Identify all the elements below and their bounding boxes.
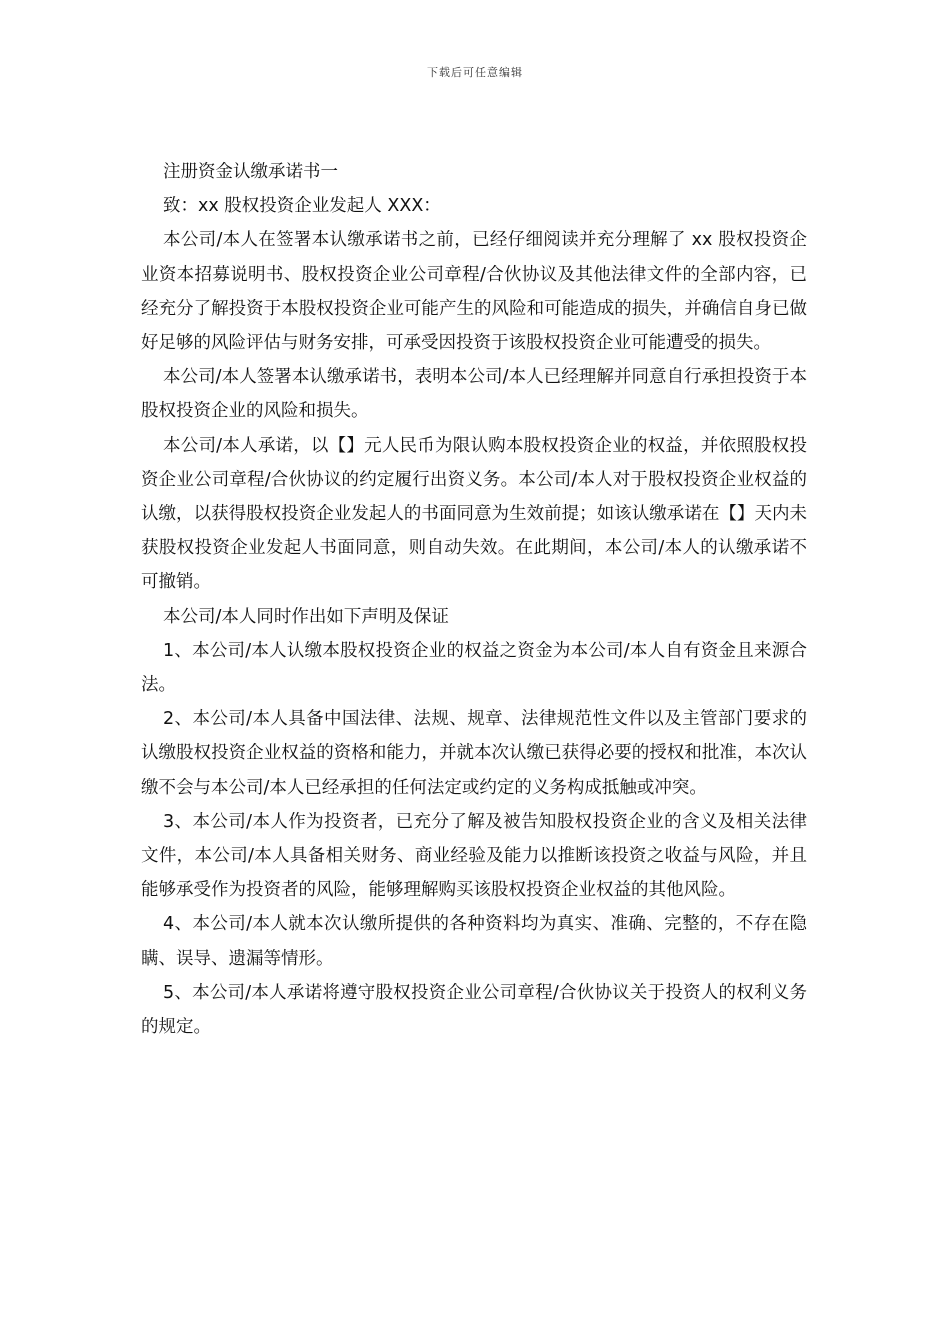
addressee-line: 致：xx 股权投资企业发起人 XXX： [163,196,441,217]
paragraph-risk-acceptance: 本公司/本人签署本认缴承诺书，表明本公司/本人已经理解并同意自行承担投资于本股权投资企业的风险和损失。 [141,367,807,422]
paragraph-declaration-heading: 本公司/本人同时作出如下声明及保证 [163,606,449,627]
declaration-item-1: 1、本公司/本人认缴本股权投资企业的权益之资金为本公司/本人自有资金且来源合法。 [141,640,807,696]
declaration-item-5: 5、本公司/本人承诺将遵守股权投资企业公司章程/合伙协议关于投资人的权利义务的规定。 [141,982,807,1038]
document-title: 注册资金认缴承诺书一 [163,162,338,182]
document-body [141,155,807,1044]
declaration-item-2: 2、本公司/本人具备中国法律、法规、规章、法律规范性文件以及主管部门要求的认缴股权投资企业权益的资格和能力，并就本次认缴已获得必要的授权和批准，本次认缴不会与本公司/本人已经承担的任何法定或约定的义务构成抵触或冲突。 [141,709,807,798]
page-header-note: 下载后可任意编辑 [427,66,523,79]
declaration-item-4: 4、本公司/本人就本次认缴所提供的各种资料均为真实、准确、完整的，不存在隐瞒、误导、遗漏等情形。 [141,914,807,969]
paragraph-subscription-commitment: 本公司/本人承诺，以【】元人民币为限认购本股权投资企业的权益，并依照股权投资企业公司章程/合伙协议的约定履行出资义务。本公司/本人对于股权投资企业权益的认缴，以获得股权投资企业发起人的书面同意为生效前提；如该认缴承诺在【】天内未获股权投资企业发起人书面同意，则自动失效。在此期间，本公司/本人的认缴承诺不可撤销。 [141,435,807,593]
declaration-item-3: 3、本公司/本人作为投资者，已充分了解及被告知股权投资企业的含义及相关法律文件，本公司/本人具备相关财务、商业经验及能力以推断该投资之收益与风险，并且能够承受作为投资者的风险，能够理解购买该股权投资企业权益的其他风险。 [141,811,807,901]
paragraph-intro: 本公司/本人在签署本认缴承诺书之前，已经仔细阅读并充分理解了 xx 股权投资企业资本招募说明书、股权投资企业公司章程/合伙协议及其他法律文件的全部内容，已经充分了解投资于本股权投资企业可能产生的风险和可能造成的损失，并确信自身已做好足够的风险评估与财务安排，可承受因投资于该股权投资企业可能遭受的损失。 [141,230,807,354]
